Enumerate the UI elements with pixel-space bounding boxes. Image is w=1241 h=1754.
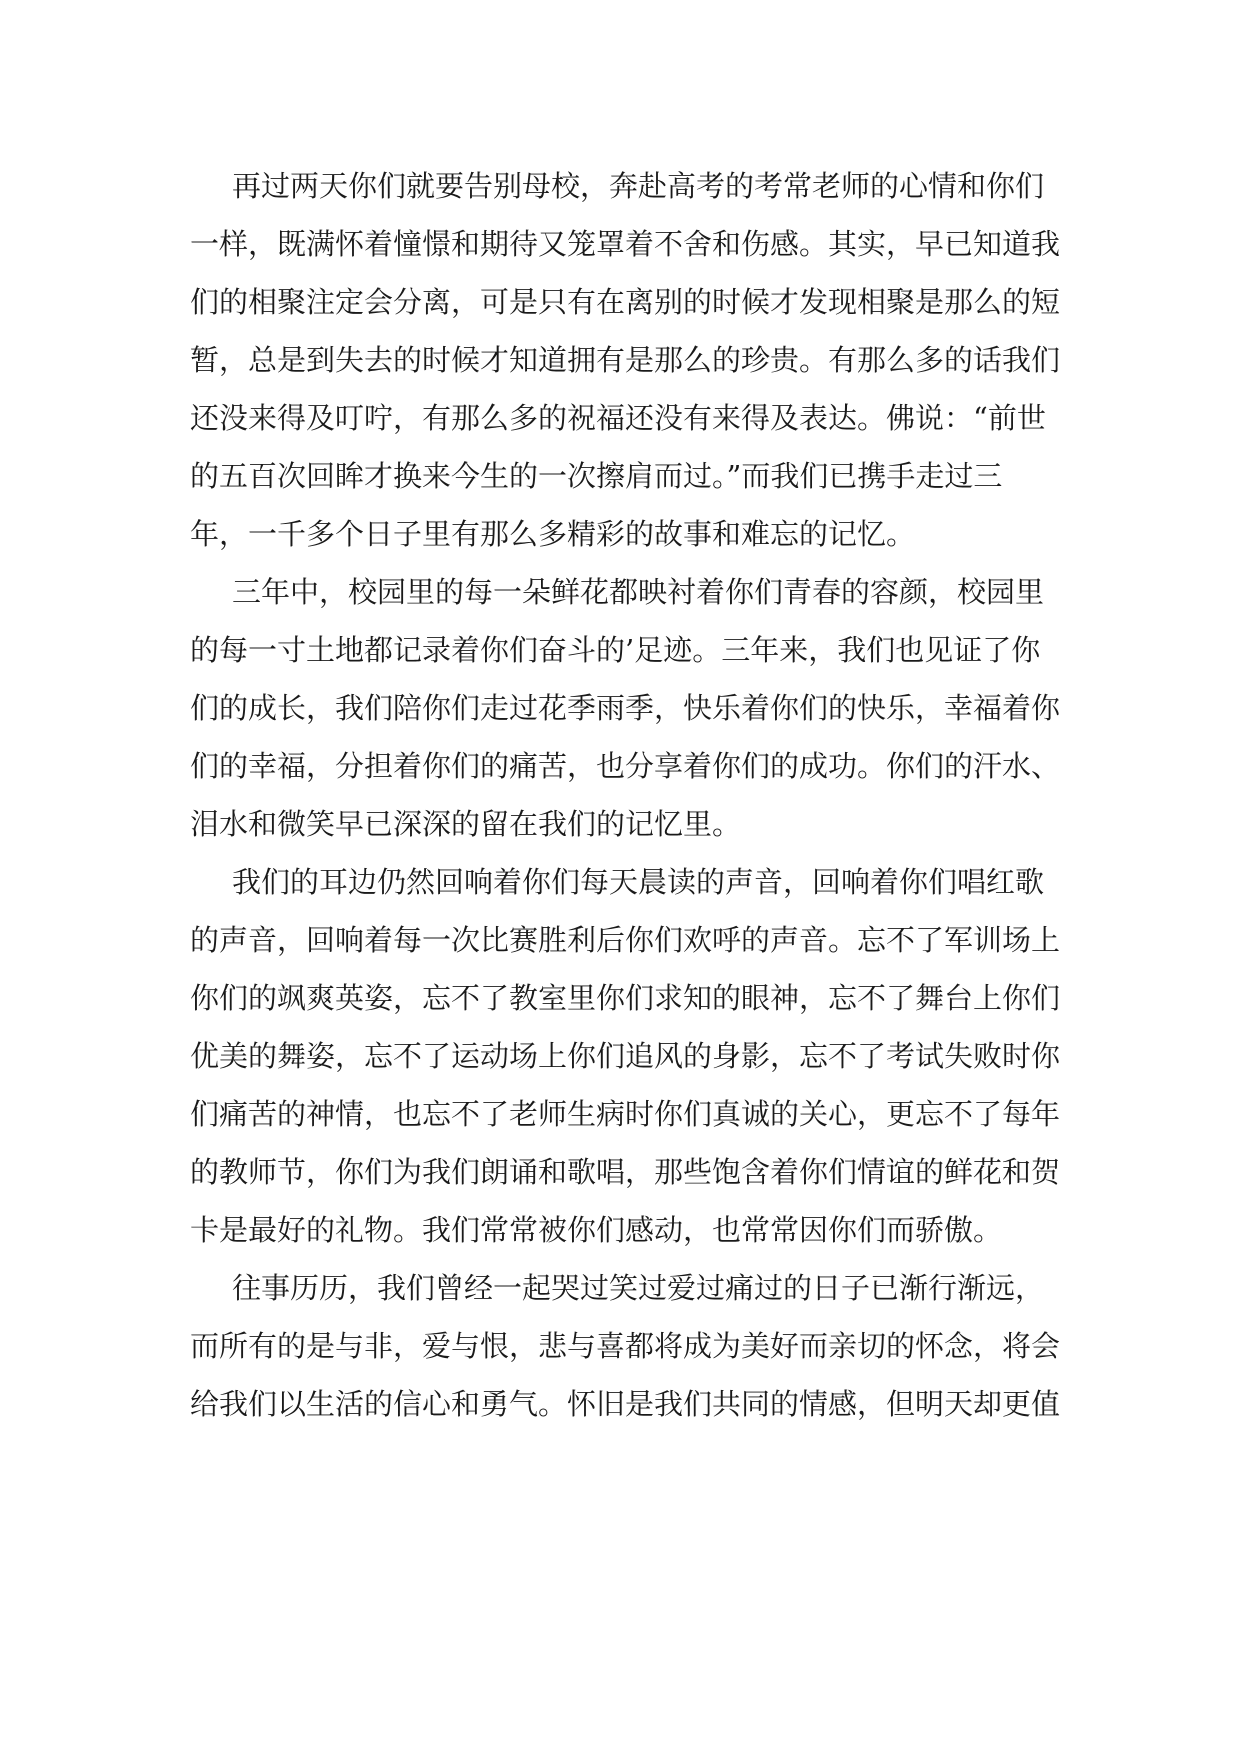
paragraph-2-line-2: 的每一寸土地都记录着你们奋斗的’足迹。三年来，我们也见证了你 (190, 633, 1041, 667)
paragraph-4-line-3: 给我们以生活的信心和勇气。怀旧是我们共同的情感，但明天却更值 (190, 1387, 1061, 1421)
paragraph-2-line-4: 们的幸福，分担着你们的痛苦，也分享着你们的成功。你们的汗水、 (190, 749, 1061, 783)
paragraph-4-line-1: 往事历历，我们曾经一起哭过笑过爱过痛过的日子已渐行渐远， (232, 1271, 1045, 1305)
paragraph-2-line-1: 三年中，校园里的每一朵鲜花都映衬着你们青春的容颜，校园里 (232, 575, 1045, 609)
paragraph-3-line-1: 我们的耳边仍然回响着你们每天晨读的声音，回响着你们唱红歌 (232, 865, 1045, 899)
paragraph-1-line-5: 还没来得及叮咛，有那么多的祝福还没有来得及表达。佛说：“前世 (190, 401, 1046, 435)
paragraph-1-line-7: 年，一千多个日子里有那么多精彩的故事和难忘的记忆。 (190, 517, 916, 551)
paragraph-1-line-1: 再过两天你们就要告别母校，奔赴高考的考常老师的心情和你们 (232, 169, 1045, 203)
paragraph-3-line-5: 们痛苦的神情，也忘不了老师生病时你们真诚的关心，更忘不了每年 (190, 1097, 1061, 1131)
paragraph-1-line-6: 的五百次回眸才换来今生的一次擦肩而过。”而我们已携手走过三 (190, 459, 1003, 493)
paragraph-3-line-7: 卡是最好的礼物。我们常常被你们感动，也常常因你们而骄傲。 (190, 1213, 1003, 1247)
paragraph-3-line-2: 的声音，回响着每一次比赛胜利后你们欢呼的声音。忘不了军训场上 (190, 923, 1061, 957)
paragraph-1-line-3: 们的相聚注定会分离，可是只有在离别的时候才发现相聚是那么的短 (190, 285, 1061, 319)
paragraph-2-line-5: 泪水和微笑早已深深的留在我们的记忆里。 (190, 807, 742, 841)
paragraph-1-line-4: 暂，总是到失去的时候才知道拥有是那么的珍贵。有那么多的话我们 (190, 343, 1061, 377)
paragraph-2-line-3: 们的成长，我们陪你们走过花季雨季，快乐着你们的快乐，幸福着你 (190, 691, 1061, 725)
paragraph-3-line-3: 你们的飒爽英姿，忘不了教室里你们求知的眼神，忘不了舞台上你们 (190, 981, 1061, 1015)
paragraph-1-line-2: 一样，既满怀着憧憬和期待又笼罩着不舍和伤感。其实，早已知道我 (190, 227, 1061, 261)
paragraph-3-line-6: 的教师节，你们为我们朗诵和歌唱，那些饱含着你们情谊的鲜花和贺 (190, 1155, 1061, 1189)
paragraph-4-line-2: 而所有的是与非，爱与恨，悲与喜都将成为美好而亲切的怀念，将会 (190, 1329, 1061, 1363)
paragraph-3-line-4: 优美的舞姿，忘不了运动场上你们追风的身影，忘不了考试失败时你 (190, 1039, 1061, 1073)
